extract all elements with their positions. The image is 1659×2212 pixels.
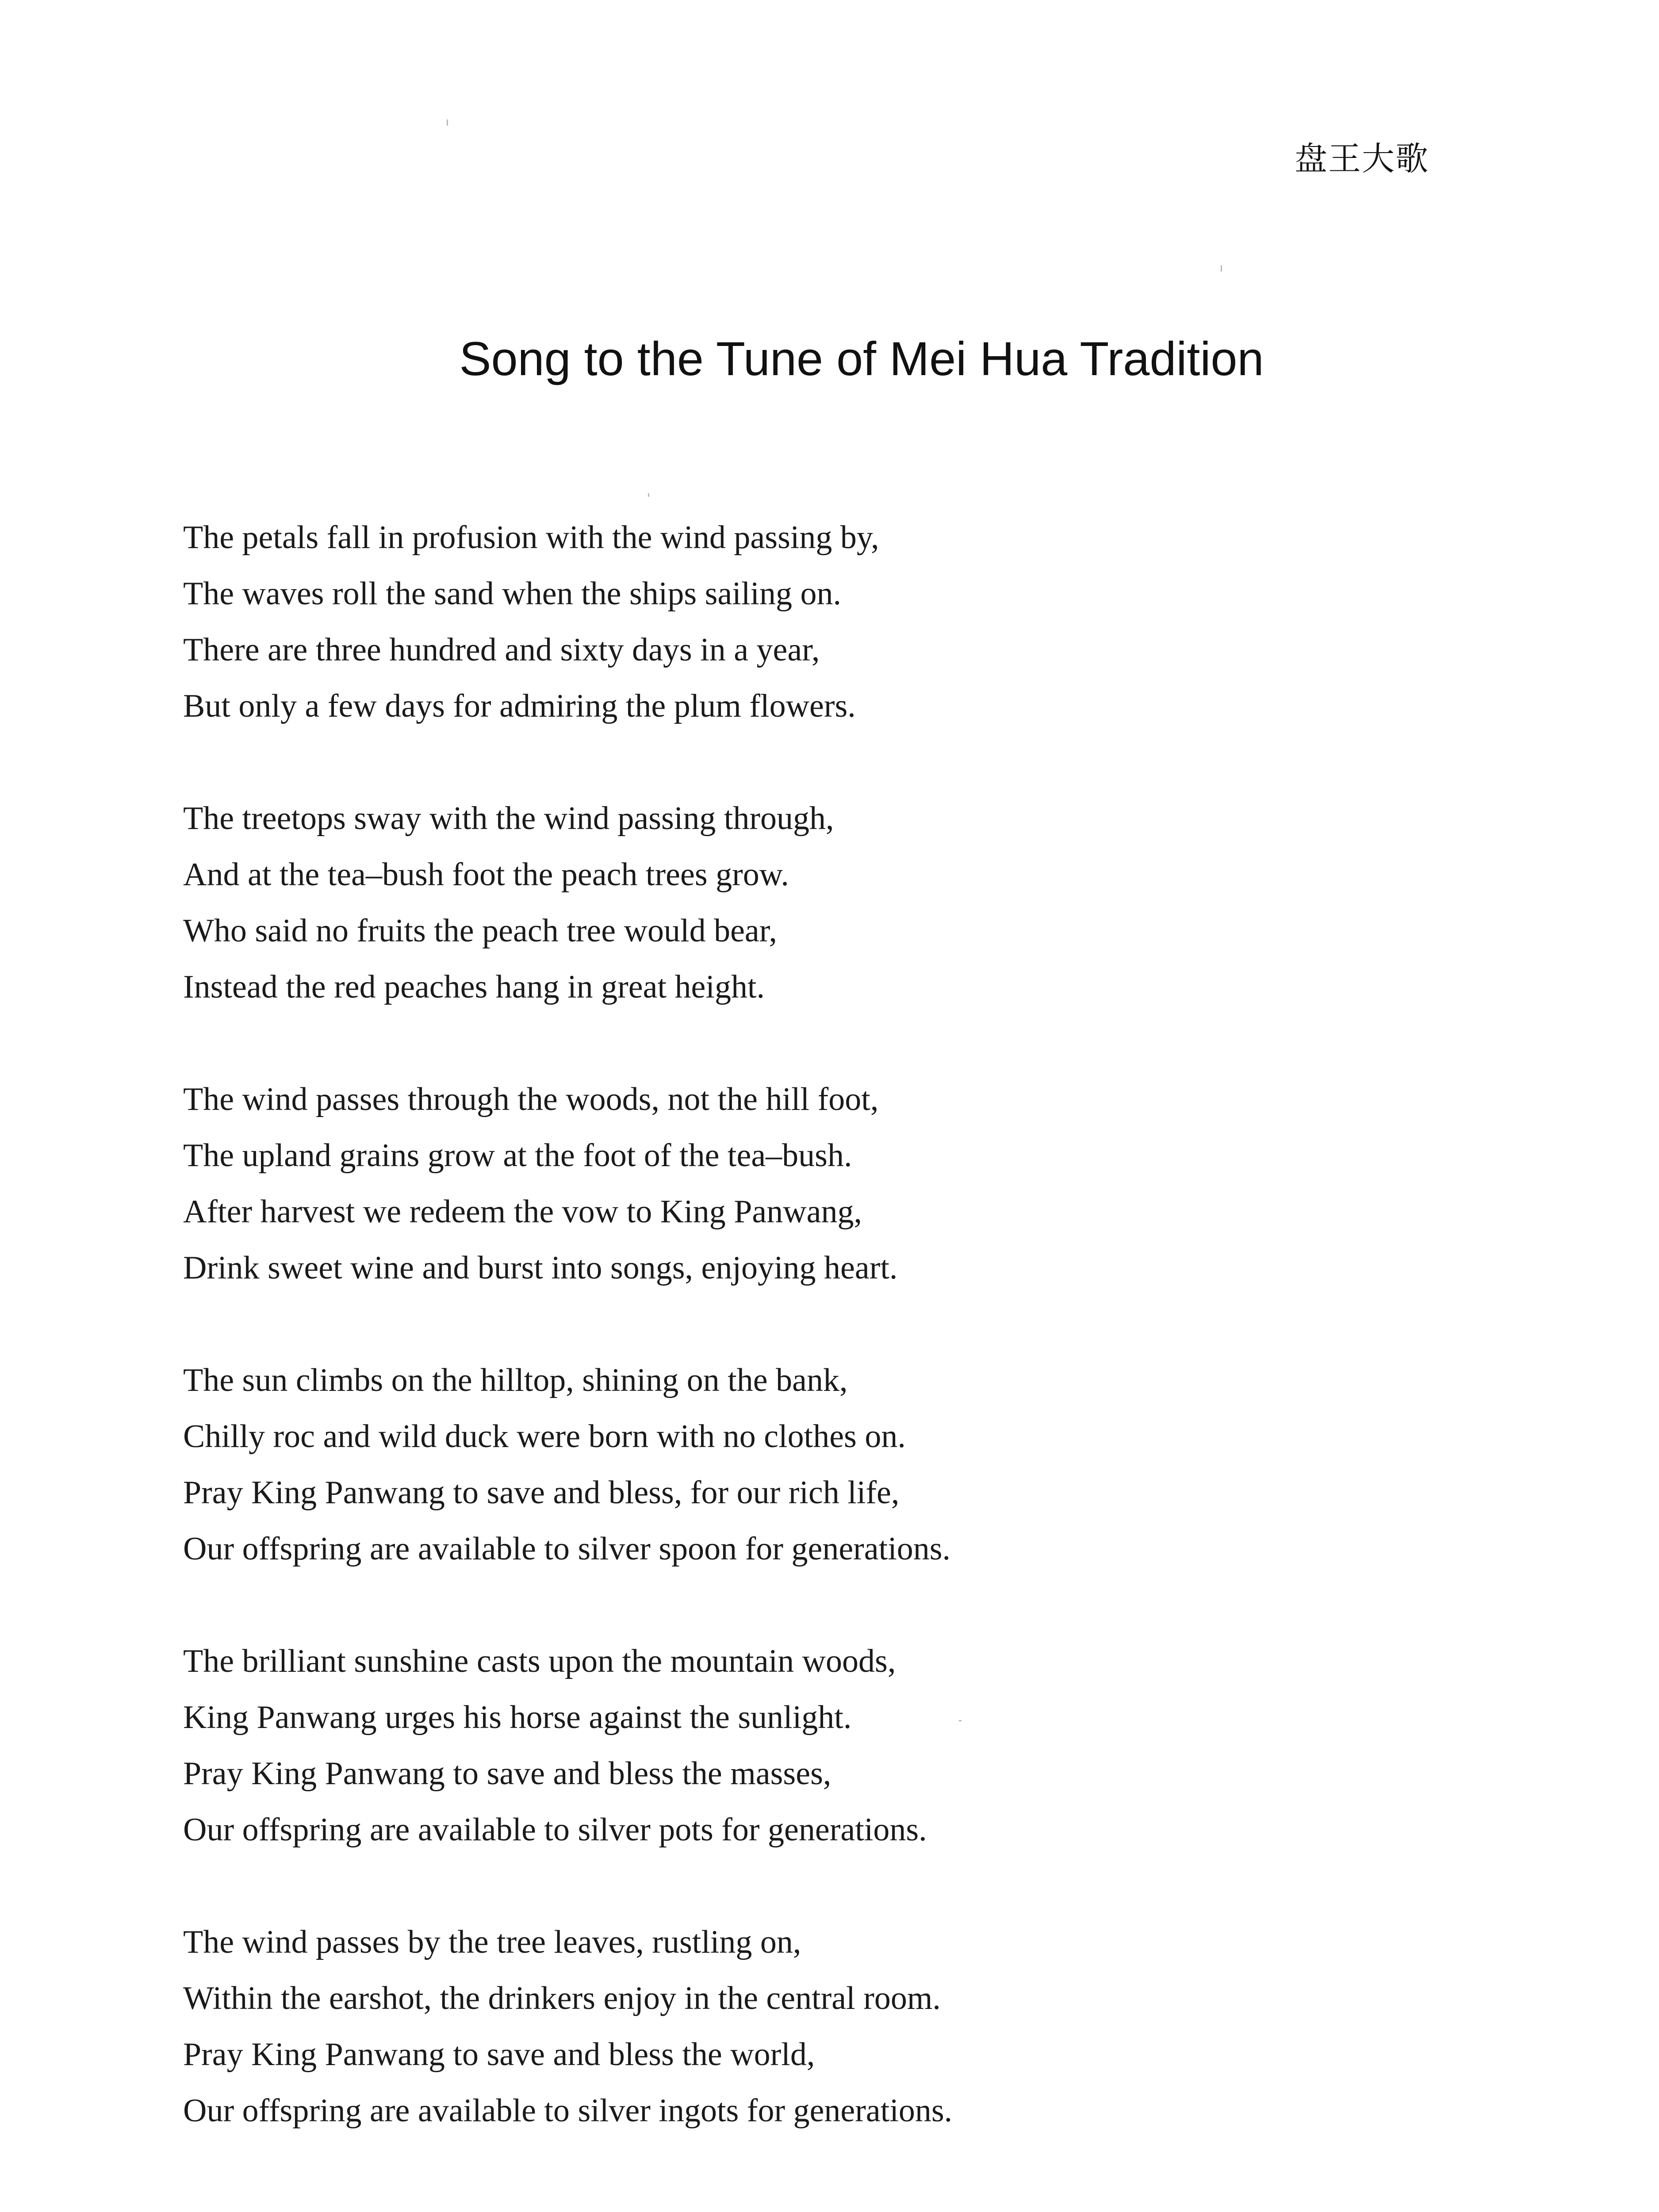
poem-line: Pray King Panwang to save and bless, for our rich life, — [183, 1475, 900, 1511]
poem-line: And at the tea–bush foot the peach trees grow. — [183, 856, 789, 893]
poem-line: Our offspring are available to silver ingots for generations. — [183, 2093, 953, 2129]
poem-line: Chilly roc and wild duck were born with no clothes on. — [183, 1418, 906, 1455]
poem-line: Our offspring are available to silver spoon for generations. — [183, 1531, 951, 1567]
poem-line: Pray King Panwang to save and bless the masses, — [183, 1755, 831, 1792]
poem-line: The wind passes by the tree leaves, rustling on, — [183, 1924, 801, 1960]
running-header: 盘王大歌 — [1295, 140, 1429, 178]
stanza-2 — [183, 791, 1377, 1015]
poem-body — [183, 510, 1377, 2195]
scan-speck — [447, 119, 448, 126]
poem-line: Drink sweet wine and burst into songs, enjoying heart. — [183, 1250, 898, 1286]
poem-line: But only a few days for admiring the plum flowers. — [183, 688, 856, 724]
stanza-4 — [183, 1352, 1377, 1577]
poem-line: Pray King Panwang to save and bless the world, — [183, 2036, 815, 2073]
poem-line: The brilliant sunshine casts upon the mountain woods, — [183, 1643, 896, 1679]
scan-speck — [1221, 265, 1222, 272]
poem-line: The sun climbs on the hilltop, shining on the bank, — [183, 1362, 848, 1398]
page-title: Song to the Tune of Mei Hua Tradition — [459, 332, 1264, 385]
poem-line: Within the earshot, the drinkers enjoy in the central room. — [183, 1980, 941, 2016]
poem-line: Who said no fruits the peach tree would bear, — [183, 913, 777, 949]
poem-line: The wind passes through the woods, not the hill foot, — [183, 1081, 879, 1118]
stanza-6 — [183, 1914, 1377, 2139]
poem-line: The waves roll the sand when the ships sailing on. — [183, 576, 841, 612]
poem-line: Instead the red peaches hang in great height. — [183, 969, 765, 1005]
poem-line: The treetops sway with the wind passing through, — [183, 800, 834, 837]
poem-line: Our offspring are available to silver pots for generations. — [183, 1812, 927, 1848]
stanza-3 — [183, 1071, 1377, 1296]
poem-line: The petals fall in profusion with the wind passing by, — [183, 519, 879, 556]
scan-speck — [648, 493, 649, 497]
poem-line: The upland grains grow at the foot of the tea–bush. — [183, 1137, 852, 1174]
stanza-1 — [183, 510, 1377, 734]
poem-line: King Panwang urges his horse against the sunlight. — [183, 1699, 852, 1736]
stanza-5 — [183, 1633, 1377, 1858]
scan-speck — [959, 1720, 962, 1721]
poem-line: After harvest we redeem the vow to King Panwang, — [183, 1194, 862, 1230]
poem-line: There are three hundred and sixty days in a year, — [183, 632, 820, 668]
